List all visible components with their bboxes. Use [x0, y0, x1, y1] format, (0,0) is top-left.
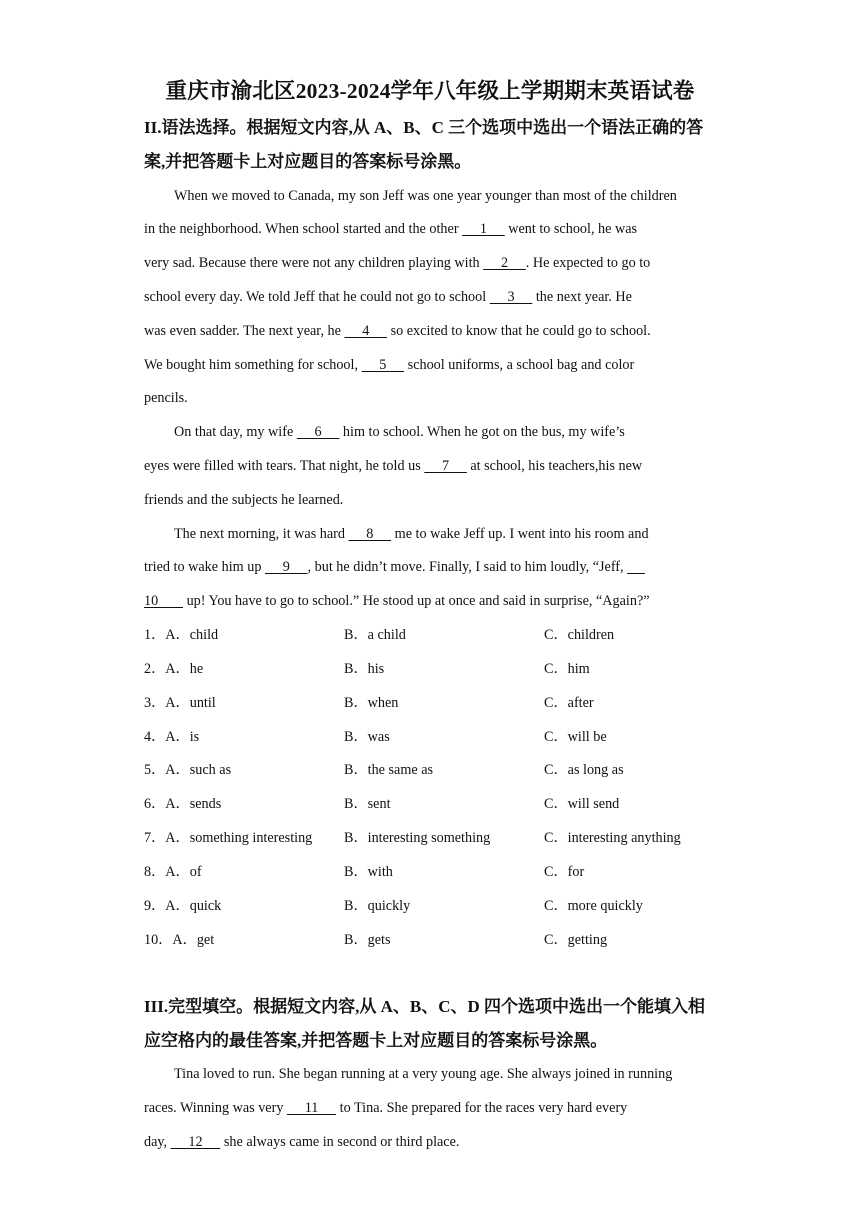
passage-line [144, 1132, 734, 1152]
passage-line [144, 355, 734, 375]
option-text: A．is [165, 729, 200, 745]
question-5-option-a [144, 760, 231, 780]
passage-line [144, 388, 734, 408]
question-4-option-b [344, 727, 390, 747]
option-text: C．will send [544, 796, 620, 812]
passage-text: at school, his teachers,his new [466, 458, 643, 474]
blank-10-start [627, 557, 645, 577]
passage-text: so excited to know that he could go to school. [387, 323, 651, 339]
passage-text: was even sadder. The next year, he [144, 323, 345, 339]
section2-heading-line2: 案,并把答题卡上对应题目的答案标号涂黑。 [144, 152, 472, 171]
question-4-option-a [144, 727, 199, 747]
question-number: 9． [144, 898, 166, 914]
question-number: 1． [144, 627, 166, 643]
option-text: A．of [165, 864, 202, 880]
passage-text: When we moved to Canada, my son Jeff was one year younger than most of the children [174, 188, 677, 204]
question-10-option-a [144, 930, 214, 950]
passage-text: school every day. We told Jeff that he could not go to school [144, 289, 490, 305]
option-text: A．such as [165, 762, 232, 778]
option-text: C．after [544, 695, 594, 711]
question-5-option-c [544, 760, 624, 780]
question-6-option-a [144, 794, 221, 814]
passage-text: day, [144, 1134, 171, 1150]
passage-text: . He expected to go to [525, 255, 651, 271]
passage-text: she always came in second or third place. [220, 1134, 460, 1150]
question-1-option-b [344, 625, 406, 645]
passage-text: tried to wake him up [144, 559, 265, 575]
passage-line [174, 1064, 764, 1084]
passage-line [144, 1098, 734, 1118]
question-4-option-c [544, 727, 607, 747]
question-3-option-c [544, 693, 594, 713]
passage-text: him to school. When he got on the bus, my wife’s [339, 424, 625, 440]
question-number: 4． [144, 729, 166, 745]
question-9-option-b [344, 896, 410, 916]
passage-text: races. Winning was very [144, 1100, 287, 1116]
passage-text: Tina loved to run. She began running at a very young age. She always joined in running [174, 1066, 673, 1082]
question-5-option-b [344, 760, 433, 780]
question-7-option-c [544, 828, 681, 848]
passage-line [144, 321, 734, 341]
option-text: B．when [344, 695, 399, 711]
option-text: B．quickly [344, 898, 411, 914]
passage-text: pencils. [144, 390, 188, 406]
question-number: 5． [144, 762, 166, 778]
section3-heading-line1: III.完型填空。根据短文内容,从 A、B、C、D 四个选项中选出一个能填入相 [144, 997, 706, 1016]
question-10-option-b [344, 930, 391, 950]
passage-text: friends and the subjects he learned. [144, 492, 344, 508]
passage-line [144, 219, 734, 239]
question-2-option-c [544, 659, 590, 679]
question-number: 8． [144, 864, 166, 880]
blank-10: 10 [144, 593, 184, 609]
option-text: C．more quickly [544, 898, 643, 914]
question-2-option-b [344, 659, 384, 679]
question-number: 7． [144, 830, 166, 846]
blank-8: 8 [348, 526, 392, 542]
blank-11: 11 [286, 1100, 337, 1116]
option-text: B．his [344, 661, 385, 677]
option-text: A．quick [165, 898, 222, 914]
question-number: 3． [144, 695, 166, 711]
blank-3: 3 [489, 289, 533, 305]
option-text: A．until [165, 695, 216, 711]
blank-7: 7 [424, 458, 467, 474]
option-text: C．him [544, 661, 590, 677]
option-text: A．child [165, 627, 219, 643]
question-9-option-c [544, 896, 643, 916]
option-text: B．with [344, 864, 393, 880]
question-3-option-a [144, 693, 216, 713]
question-2-option-a [144, 659, 203, 679]
question-8-option-a [144, 862, 202, 882]
passage-line [144, 287, 734, 307]
passage-line [144, 253, 734, 273]
passage-text: The next morning, it was hard [174, 526, 349, 542]
option-text: A．get [172, 932, 215, 948]
passage-text: up! You have to go to school.” He stood up at once and said in surprise, “Again?” [183, 593, 650, 609]
passage-text: We bought him something for school, [144, 357, 362, 373]
option-text: C．interesting anything [544, 830, 681, 846]
question-6-option-c [544, 794, 619, 814]
passage-text: very sad. Because there were not any children playing with [144, 255, 484, 271]
passage-text: me to wake Jeff up. I went into his room and [391, 526, 649, 542]
blank-1: 1 [462, 221, 505, 237]
option-text: A．he [165, 661, 204, 677]
option-text: C．as long as [544, 762, 624, 778]
question-8-option-b [344, 862, 393, 882]
blank-2: 2 [483, 255, 526, 271]
blank-6: 6 [296, 424, 340, 440]
question-number: 6． [144, 796, 166, 812]
passage-line [144, 490, 734, 510]
question-number: 2． [144, 661, 166, 677]
section3-heading-line2: 应空格内的最佳答案,并把答题卡上对应题目的答案标号涂黑。 [144, 1031, 608, 1050]
option-text: A．sends [165, 796, 222, 812]
option-text: B．interesting something [344, 830, 491, 846]
option-text: B．the same as [344, 762, 434, 778]
option-text: B．a child [344, 627, 406, 643]
option-text: C．children [544, 627, 615, 643]
option-text: C．for [544, 864, 585, 880]
passage-text: eyes were filled with tears. That night, he told us [144, 458, 425, 474]
question-3-option-b [344, 693, 398, 713]
question-8-option-c [544, 862, 584, 882]
blank-9: 9 [264, 559, 308, 575]
passage-line [174, 422, 764, 442]
passage-line [144, 591, 734, 611]
passage-text: to Tina. She prepared for the races very hard every [336, 1100, 628, 1116]
option-text: B．sent [344, 796, 391, 812]
passage-line [144, 557, 734, 577]
passage-line [144, 456, 734, 476]
passage-line [174, 186, 764, 206]
question-6-option-b [344, 794, 391, 814]
passage-text: the next year. He [532, 289, 632, 305]
passage-text: in the neighborhood. When school started and the other [144, 221, 463, 237]
question-1-option-c [544, 625, 614, 645]
passage-text: went to school, he was [504, 221, 638, 237]
blank-5: 5 [361, 357, 405, 373]
question-7-option-a [144, 828, 312, 848]
option-text: B．was [344, 729, 390, 745]
section2-heading-line1: II.语法选择。根据短文内容,从 A、B、C 三个选项中选出一个语法正确的答 [144, 118, 704, 137]
blank-4: 4 [344, 323, 388, 339]
question-7-option-b [344, 828, 490, 848]
passage-text: , but he didn’t move. Finally, I said to him loudly, “Jeff, [307, 559, 628, 575]
option-text: C．getting [544, 932, 608, 948]
passage-line [174, 524, 764, 544]
page-title: 重庆市渝北区2023-2024学年八年级上学期期末英语试卷 [165, 79, 695, 103]
question-10-option-c [544, 930, 607, 950]
option-text: B．gets [344, 932, 391, 948]
question-9-option-a [144, 896, 221, 916]
passage-text: school uniforms, a school bag and color [404, 357, 635, 373]
option-text: A．something interesting [165, 830, 313, 846]
option-text: C．will be [544, 729, 607, 745]
blank-12: 12 [170, 1134, 221, 1150]
question-number: 10． [144, 932, 173, 948]
question-1-option-a [144, 625, 218, 645]
passage-text: On that day, my wife [174, 424, 297, 440]
